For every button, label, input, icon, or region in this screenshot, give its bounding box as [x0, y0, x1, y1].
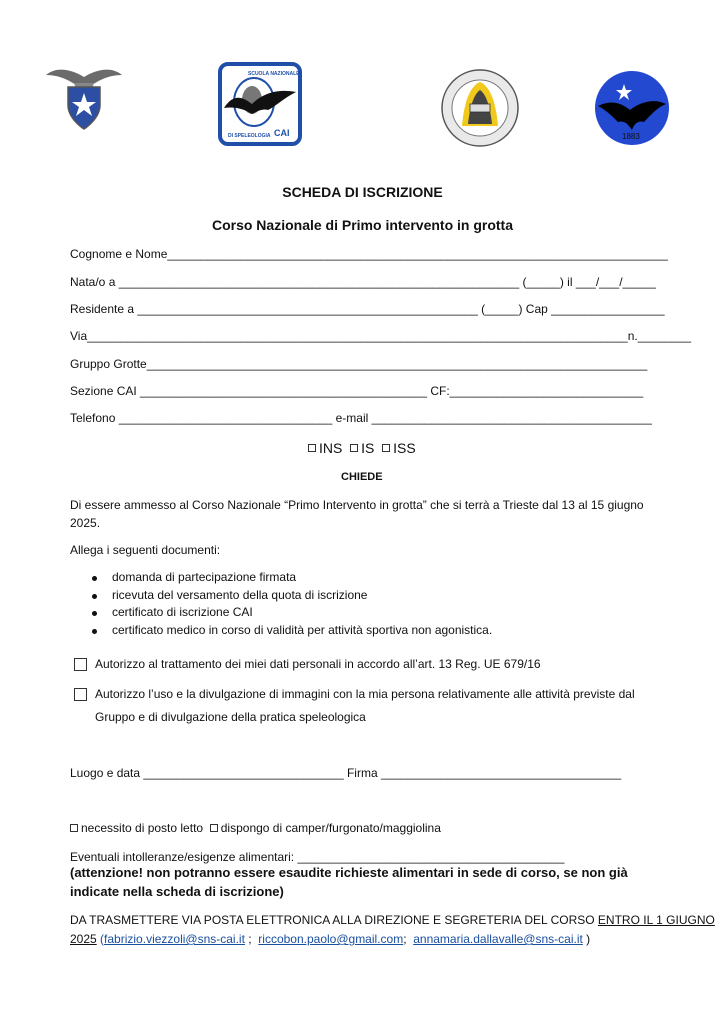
camper-checkbox[interactable] — [210, 824, 218, 832]
option-ins[interactable]: INS — [308, 440, 342, 456]
food-warning-2: indicate nella scheda di iscrizione) — [70, 884, 284, 899]
bed-checkbox[interactable] — [70, 824, 78, 832]
badge-top-text: SCUOLA NAZIONALE — [248, 71, 300, 77]
email-link-3[interactable]: annamaria.dallavalle@sns-cai.it — [413, 932, 583, 946]
request-line-1: Di essere ammesso al Corso Nazionale “Primo Intervento in grotta” che si terrà a Trieste dal 13 al 15 giugno — [70, 498, 644, 512]
image-consent-label-2: Gruppo e di divulgazione della pratica speleologica — [95, 710, 366, 724]
document-item: certificato di iscrizione CAI — [112, 605, 253, 619]
name-field[interactable]: Cognome e Nome___________________________________________________________________________ — [70, 247, 668, 261]
privacy-consent-label: Autorizzo al trattamento dei miei dati personali in accordo all’art. 13 Reg. UE 679/16 — [95, 657, 541, 671]
scuola-nazionale-logo — [218, 62, 302, 146]
group-field[interactable]: Gruppo Grotte___________________________________________________________________________ — [70, 357, 648, 371]
food-warning-1: (attenzione! non potranno essere esaudite richieste alimentari in sede di corso, se non già — [70, 865, 628, 880]
bullet-2 — [92, 594, 97, 599]
bullet-3 — [92, 611, 97, 616]
camper-option[interactable]: dispongo di camper/furgonato/maggiolina — [210, 821, 441, 835]
document-item: domanda di partecipazione firmata — [112, 570, 297, 584]
phone-email-field[interactable]: Telefono ________________________________ e-mail __________________________________________ — [70, 411, 652, 425]
image-consent-checkbox[interactable] — [74, 688, 87, 701]
cai-eagle-logo — [44, 63, 124, 133]
bullet-4 — [92, 629, 97, 634]
gruppo-grotte-logo — [440, 68, 520, 148]
bullet-1 — [92, 576, 97, 581]
badge-bottom-text: DI SPELEOLOGIA — [228, 133, 271, 139]
badge-cai-text: CAI — [274, 128, 290, 138]
chiede-heading: CHIEDE — [341, 471, 383, 483]
request-line-2: 2025. — [70, 516, 101, 530]
form-title: SCHEDA DI ISCRIZIONE — [282, 184, 443, 200]
place-date-signature-field[interactable]: Luogo e data ______________________________ Firma ____________________________________ — [70, 766, 622, 780]
year-label: 1883 — [622, 132, 640, 141]
email-link-1[interactable]: fabrizio.viezzoli@sns-cai.it — [104, 932, 245, 946]
attachments-heading: Allega i seguenti documenti: — [70, 543, 221, 557]
bat-1883-logo — [594, 70, 670, 146]
gruppo-grotte-seal-icon — [440, 68, 520, 148]
deadline-year: 2025 — [70, 932, 97, 946]
document-item: ricevuta del versamento della quota di iscrizione — [112, 588, 368, 602]
option-iss[interactable]: ISS — [382, 440, 416, 456]
option-is[interactable]: IS — [350, 440, 374, 456]
is-checkbox[interactable] — [350, 444, 358, 452]
iss-checkbox[interactable] — [382, 444, 390, 452]
eagle-star-emblem-icon — [44, 63, 124, 133]
email-link-2[interactable]: riccobon.paolo@gmail.com — [258, 932, 404, 946]
birth-field[interactable]: Nata/o a ____________________________________________________________ (_____) il ___/___/_____ — [70, 275, 656, 289]
submission-instructions-1: DA TRASMETTERE VIA POSTA ELETTRONICA ALLA DIREZIONE E SEGRETERIA DEL CORSO ENTRO IL 1 GIUGNO — [70, 913, 715, 927]
accommodation-options — [70, 821, 441, 835]
bed-option[interactable]: necessito di posto letto — [70, 821, 203, 835]
food-intolerance-field[interactable]: Eventuali intolleranze/esigenze alimentari: ________________________________________ — [70, 850, 565, 864]
course-title: Corso Nazionale di Primo intervento in grotta — [211, 217, 514, 233]
qualification-options — [308, 440, 416, 456]
image-consent-label-1: Autorizzo l’uso e la divulgazione di immagini con la mia persona relativamente alle attività previste dal — [95, 687, 635, 701]
residence-field[interactable]: Residente a ___________________________________________________ (_____) Cap _________________ — [70, 302, 665, 316]
ins-checkbox[interactable] — [308, 444, 316, 452]
document-item: certificato medico in corso di validità per attività sportiva non agonistica. — [112, 623, 493, 637]
cai-section-field[interactable]: Sezione CAI ___________________________________________ CF:_____________________________ — [70, 384, 644, 398]
submission-instructions-2: 2025 (fabrizio.viezzoli@sns-cai.it ; riccobon.paolo@gmail.com; annamaria.dallavalle@sns-cai.it ) — [70, 932, 591, 946]
address-field[interactable]: Via_________________________________________________________________________________n.________ — [70, 329, 692, 343]
privacy-consent-checkbox[interactable] — [74, 658, 87, 671]
deadline-text: ENTRO IL 1 GIUGNO — [597, 913, 715, 927]
